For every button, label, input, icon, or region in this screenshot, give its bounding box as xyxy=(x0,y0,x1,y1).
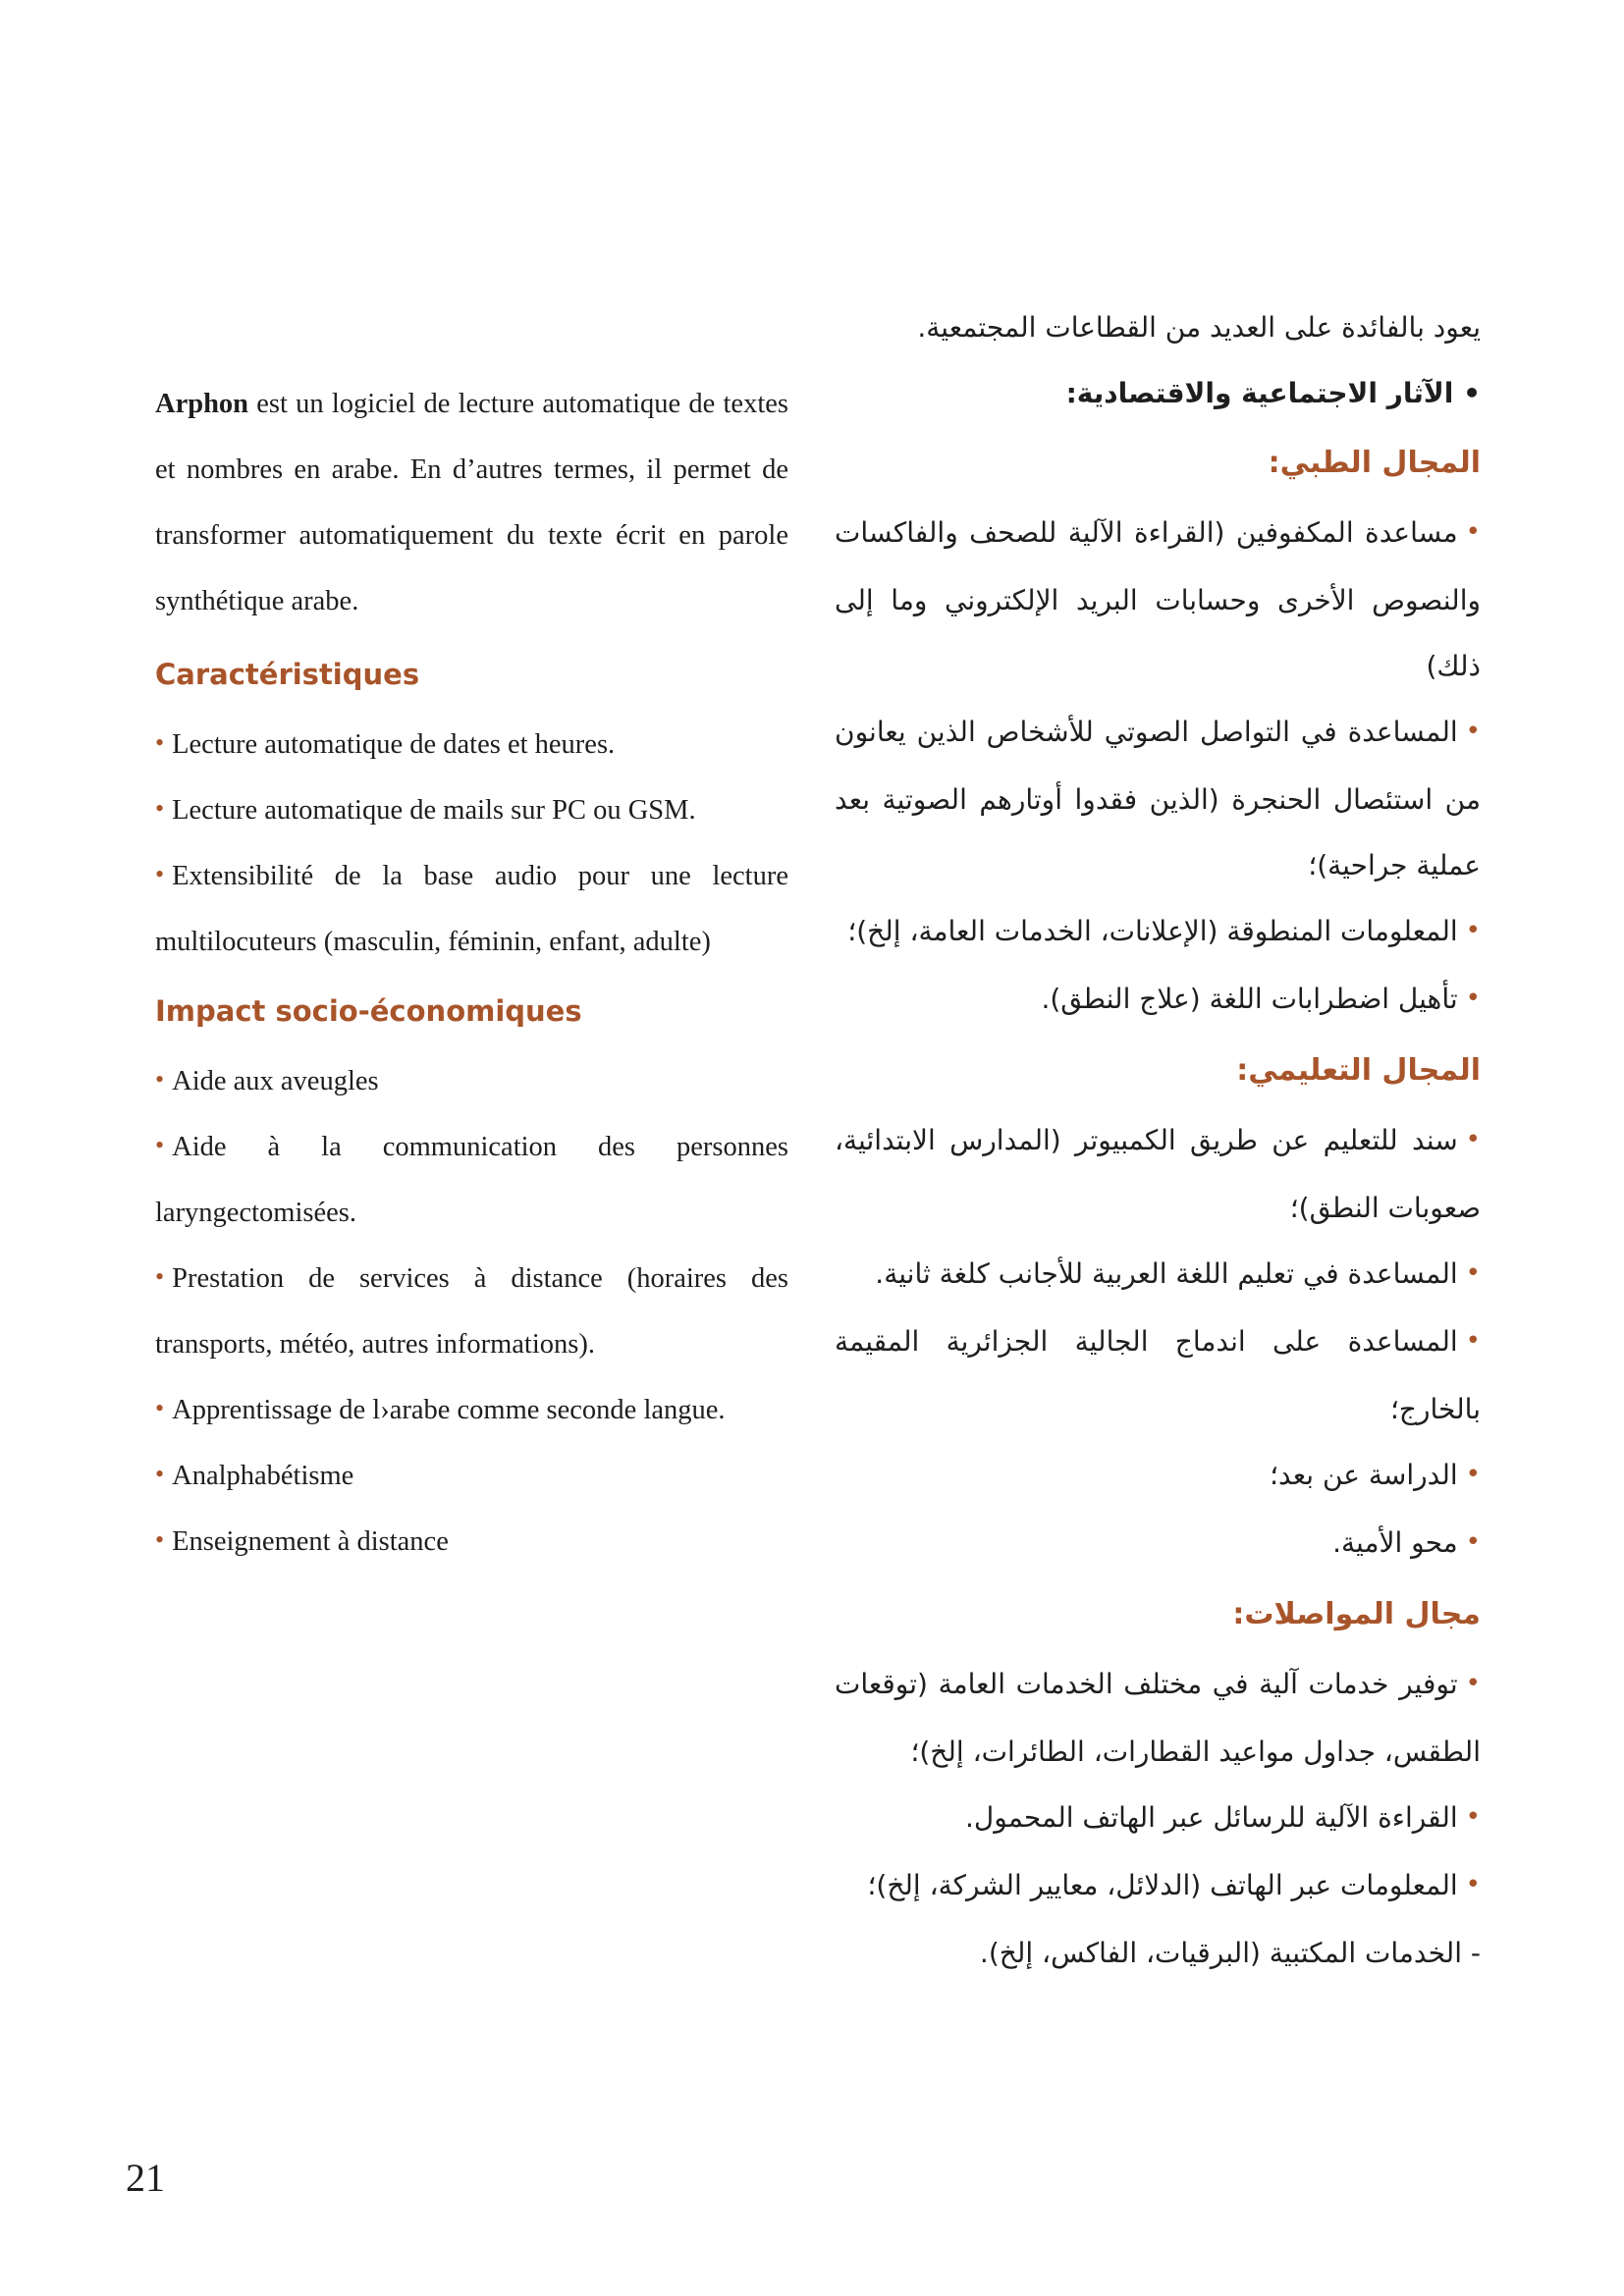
bullet-icon: • xyxy=(1465,1527,1481,1557)
list-item: •مساعدة المكفوفين (القراءة الآلية للصحف والفاكسات والنصوص الأخرى وحسابات البريد الإلكتروني وما إلى ذلك) xyxy=(835,516,1481,682)
bullet-icon: • xyxy=(1465,1258,1481,1288)
list-item: •المساعدة في التواصل الصوتي للأشخاص الذين يعانون من استئصال الحنجرة (الذين فقدوا أوتارهم الصوتية بعد عملية جراحية)؛ xyxy=(835,716,1481,881)
bullet-icon: • xyxy=(155,860,165,888)
french-column xyxy=(155,371,788,1575)
bullet-icon: • xyxy=(1465,916,1481,945)
bullet-icon: • xyxy=(1465,1125,1481,1154)
list-item: • Prestation de services à distance (horaires des transports, météo, autres informations). xyxy=(155,1262,788,1360)
list-item: • Lecture automatique de mails sur PC ou GSM. xyxy=(155,794,696,826)
list-item: • Apprentissage de l›arabe comme seconde langue. xyxy=(155,1394,726,1425)
bullet-icon: • xyxy=(155,1525,165,1554)
list-item: •المساعدة في تعليم اللغة العربية للأجانب كلغة ثانية. xyxy=(875,1257,1481,1290)
bullet-icon: • xyxy=(155,728,165,757)
bullet-icon: • xyxy=(155,1262,165,1291)
intro-text: est un logiciel de lecture automatique de textes et nombres en arabe. En d’autres termes, il permet de transformer automatiquement du texte écrit en parole synthétique arabe. xyxy=(155,389,788,616)
bullet-icon: • xyxy=(1465,1460,1481,1489)
page-number: 21 xyxy=(126,2156,165,2200)
list-item: •تأهيل اضطرابات اللغة (علاج النطق). xyxy=(1041,983,1481,1015)
arabic-lead-sentence: يعود بالفائدة على العديد من القطاعات المجتمعية. xyxy=(917,311,1481,344)
bullet-icon: • xyxy=(155,1065,165,1094)
list-item: • Lecture automatique de dates et heures. xyxy=(155,728,616,760)
arabic-column xyxy=(835,294,1481,1986)
section-heading-caracteristiques: Caractéristiques xyxy=(155,658,420,691)
section-heading-transport: مجال المواصلات: xyxy=(1232,1597,1481,1631)
list-item: •المعلومات المنطوقة (الإعلانات، الخدمات العامة، إلخ)؛ xyxy=(847,915,1481,947)
list-item: •المساعدة على اندماج الجالية الجزائرية المقيمة بالخارج؛ xyxy=(835,1325,1481,1425)
list-item: •محو الأمية. xyxy=(1332,1526,1481,1559)
bullet-icon: • xyxy=(155,794,165,823)
section-heading-impact: Impact socio-économiques xyxy=(155,994,582,1028)
list-item: • Aide aux aveugles xyxy=(155,1065,379,1096)
section-heading-education: المجال التعليمي: xyxy=(1236,1053,1481,1088)
bullet-icon: • xyxy=(155,1394,165,1422)
list-item: •المعلومات عبر الهاتف (الدلائل، معايير الشركة، إلخ)؛ xyxy=(867,1869,1481,1901)
bullet-icon: • xyxy=(1465,984,1481,1013)
list-item: •القراءة الآلية للرسائل عبر الهاتف المحمول. xyxy=(965,1801,1481,1834)
bullet-icon: • xyxy=(1465,1326,1481,1356)
list-item: • Enseignement à distance xyxy=(155,1525,449,1557)
section-heading-medical: المجال الطبي: xyxy=(1268,446,1481,480)
list-item: • Analphabétisme xyxy=(155,1460,354,1491)
list-item: • Extensibilité de la base audio pour une lecture multilocuteurs (masculin, féminin, enfant, adulte) xyxy=(155,860,788,957)
list-item: •توفير خدمات آلية في مختلف الخدمات العامة (توقعات الطقس، جداول مواعيد القطارات، الطائرات، إلخ)؛ xyxy=(835,1668,1481,1768)
list-item-dash: - الخدمات المكتبية (البرقيات، الفاكس، إلخ). xyxy=(979,1937,1481,1969)
intro-paragraph xyxy=(155,371,788,634)
list-item: •سند للتعليم عن طريق الكمبيوتر (المدارس الابتدائية، صعوبات النطق)؛ xyxy=(835,1124,1481,1224)
product-name: Arphon xyxy=(155,389,249,419)
bullet-icon: • xyxy=(1465,1669,1481,1698)
arabic-main-heading: • الآثار الاجتماعية والاقتصادية: xyxy=(1065,377,1481,409)
bullet-icon: • xyxy=(1465,1802,1481,1832)
list-item: • Aide à la communication des personnes laryngectomisées. xyxy=(155,1131,788,1228)
bullet-icon: • xyxy=(155,1460,165,1488)
list-item: •الدراسة عن بعد؛ xyxy=(1270,1459,1481,1491)
bullet-icon: • xyxy=(1465,517,1481,547)
bullet-icon: • xyxy=(155,1131,165,1159)
bullet-icon: • xyxy=(1465,1870,1481,1899)
bullet-icon: • xyxy=(1465,717,1481,746)
